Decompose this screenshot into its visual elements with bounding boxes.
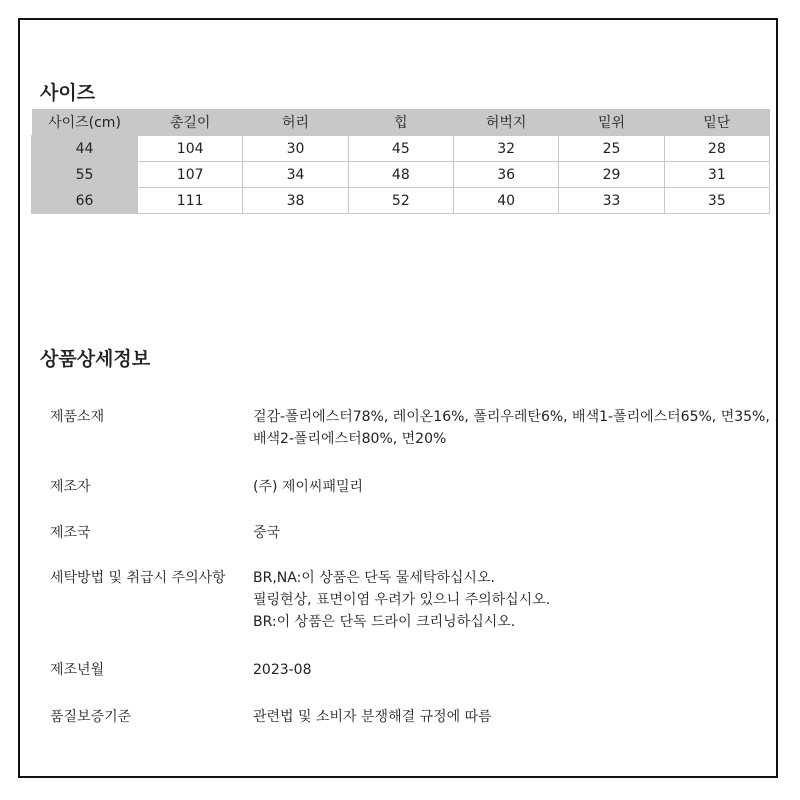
detail-value-line: 배색2-폴리에스터80%, 면20% <box>253 431 447 447</box>
detail-value-line: 관련법 및 소비자 분쟁해결 규정에 따름 <box>253 709 492 725</box>
size-cell: 25 <box>559 136 664 162</box>
size-cell: 33 <box>559 188 664 214</box>
detail-value <box>253 406 773 450</box>
detail-value <box>253 567 773 633</box>
size-table-row <box>32 162 770 188</box>
size-row-label: 66 <box>32 188 138 214</box>
size-cell: 104 <box>138 136 243 162</box>
detail-value <box>253 476 773 498</box>
size-cell: 48 <box>348 162 453 188</box>
size-cell: 29 <box>559 162 664 188</box>
detail-label: 제품소재 <box>50 409 105 425</box>
detail-value <box>253 706 773 728</box>
size-table-header-row <box>32 109 770 136</box>
size-cell: 28 <box>664 136 769 162</box>
detail-value-line: 필링현상, 표면이염 우려가 있으니 주의하십시오. <box>253 592 551 608</box>
details-section-title: 상품상세정보 <box>40 348 151 370</box>
detail-value-line: BR:이 상품은 단독 드라이 크리닝하십시오. <box>253 614 516 630</box>
size-section-title: 사이즈 <box>40 82 96 104</box>
size-cell: 107 <box>138 162 243 188</box>
size-cell: 34 <box>243 162 348 188</box>
size-col-header-rise: 밑위 <box>559 109 664 136</box>
size-cell: 36 <box>453 162 558 188</box>
size-col-header-waist: 허리 <box>243 109 348 136</box>
detail-label: 품질보증기준 <box>50 709 132 725</box>
size-cell: 31 <box>664 162 769 188</box>
size-cell: 40 <box>453 188 558 214</box>
size-table-row <box>32 188 770 214</box>
size-col-header-total-length: 총길이 <box>138 109 243 136</box>
size-table-row <box>32 136 770 162</box>
size-table <box>31 109 770 214</box>
size-col-header-hem: 밑단 <box>664 109 769 136</box>
detail-value-line: 겉감-폴리에스터78%, 레이온16%, 폴리우레탄6%, 배색1-폴리에스터65%, 면35%, <box>253 409 770 425</box>
size-row-label: 44 <box>32 136 138 162</box>
size-cell: 111 <box>138 188 243 214</box>
size-cell: 32 <box>453 136 558 162</box>
detail-label: 제조자 <box>50 479 91 495</box>
size-col-header-hip: 힙 <box>348 109 453 136</box>
size-cell: 35 <box>664 188 769 214</box>
size-cell: 52 <box>348 188 453 214</box>
size-col-header-thigh: 허벅지 <box>453 109 558 136</box>
detail-label: 제조년월 <box>50 662 105 678</box>
detail-label: 세탁방법 및 취급시 주의사항 <box>50 570 226 586</box>
detail-value <box>253 522 773 544</box>
size-cell: 30 <box>243 136 348 162</box>
detail-value-line: 중국 <box>253 525 281 541</box>
size-cell: 45 <box>348 136 453 162</box>
detail-value-line: (주) 제이씨패밀리 <box>253 479 364 495</box>
size-col-header-size: 사이즈(cm) <box>32 109 138 136</box>
detail-label: 제조국 <box>50 525 91 541</box>
detail-value-line: BR,NA:이 상품은 단독 물세탁하십시오. <box>253 570 495 586</box>
detail-value <box>253 659 773 681</box>
size-row-label: 55 <box>32 162 138 188</box>
detail-value-line: 2023-08 <box>253 662 312 678</box>
size-cell: 38 <box>243 188 348 214</box>
